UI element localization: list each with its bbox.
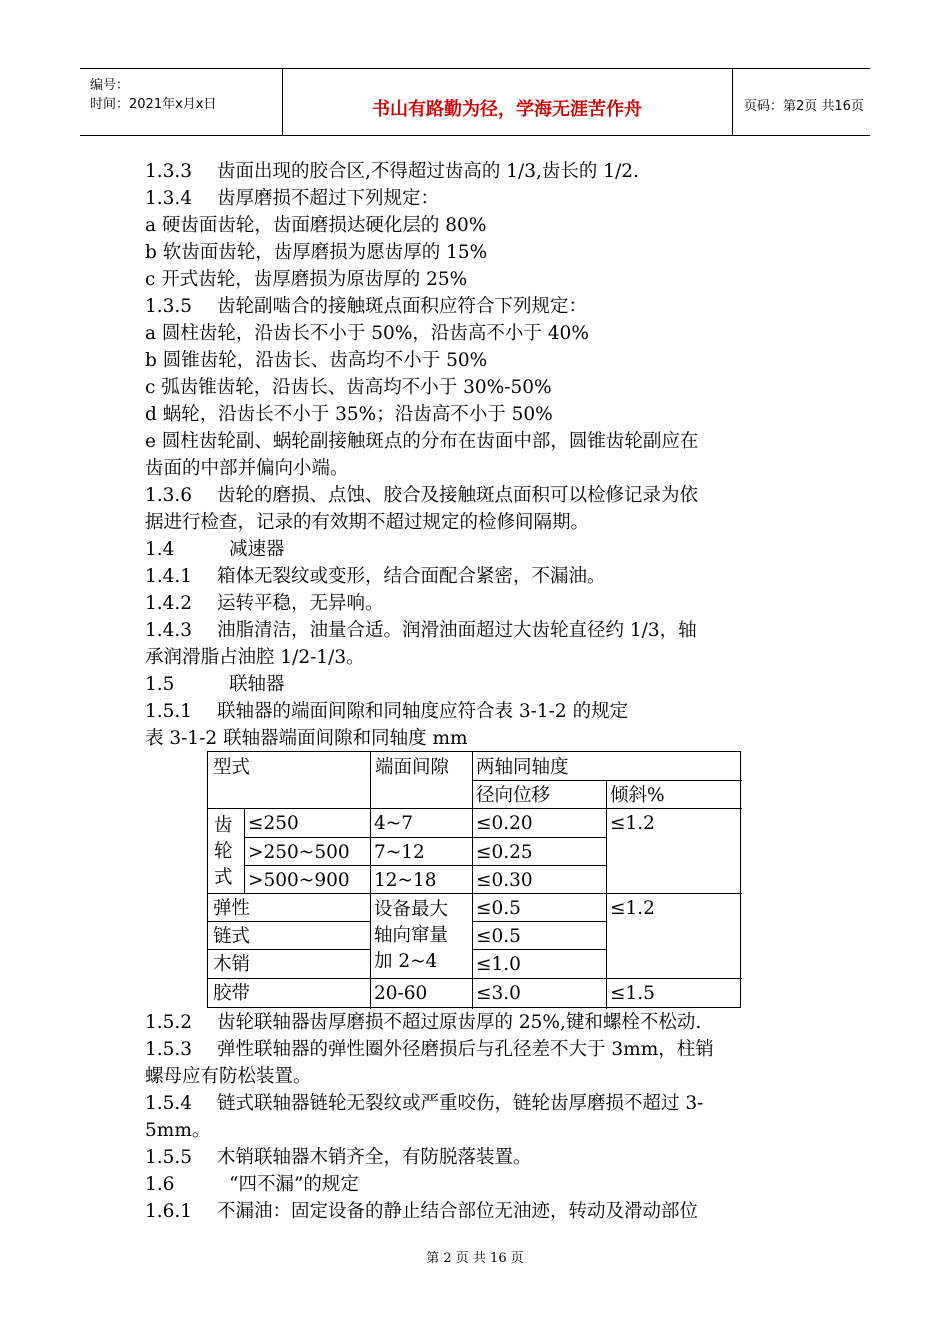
paragraph-line <box>145 1039 714 1061</box>
coupling-table <box>207 751 741 1008</box>
group-gap-line: 加 2~4 <box>374 951 438 972</box>
paragraph-line: 承润滑脂占油腔 1/2-1/3。 <box>145 647 365 668</box>
paragraph-line <box>145 188 439 210</box>
paragraph-line: a 圆柱齿轮，沿齿长不小于 50%，沿齿高不小于 40% <box>145 323 589 344</box>
gear-gap: 7~12 <box>374 842 425 863</box>
header-page-cell <box>732 69 870 135</box>
paragraph-line <box>145 1201 698 1223</box>
clause-number: 1.3.6 <box>145 485 193 506</box>
header-end-gap: 端面间隙 <box>375 757 450 778</box>
clause-number: 1.6.1 <box>145 1201 193 1222</box>
clause-text: 弹性联轴器的弹性圈外径磨损后与孔径差不大于 3mm，柱销 <box>217 1039 714 1060</box>
clause-text: 齿面出现的胶合区,不得超过齿高的 1/3,齿长的 1/2. <box>217 161 639 182</box>
gear-radial: ≤0.20 <box>476 813 533 834</box>
header-coaxiality: 两轴同轴度 <box>476 757 569 778</box>
group-gap-line: 设备最大 <box>374 899 449 920</box>
paragraph-line: c 开式齿轮，齿厚磨损为原齿厚的 25% <box>145 269 468 290</box>
clause-text: 齿厚磨损不超过下列规定： <box>217 188 440 209</box>
clause-number: 1.4.3 <box>145 620 193 641</box>
serial-label: 编号： <box>90 78 130 93</box>
clause-text: 齿轮联轴器齿厚磨损不超过原齿厚的 25%,键和螺栓不松动. <box>217 1012 702 1033</box>
paragraph-line <box>145 701 628 723</box>
paragraph-line: 5mm。 <box>145 1120 211 1141</box>
clause-number: 1.3.4 <box>145 188 193 209</box>
paragraph-line: b 软齿面齿轮，齿厚磨损为愿齿厚的 15% <box>145 242 488 263</box>
paragraph-line <box>145 1012 701 1034</box>
paragraph-line <box>145 1093 703 1115</box>
clause-number: 1.4.2 <box>145 593 193 614</box>
chain-radial: ≤0.5 <box>476 926 521 947</box>
gear-tilt: ≤1.2 <box>610 813 655 834</box>
section-heading <box>145 1174 359 1196</box>
page-info: 页码：第2页 共16页 <box>744 99 864 114</box>
gear-gap: 12~18 <box>374 870 437 891</box>
clause-text: 链式联轴器链轮无裂纹或严重咬伤，链轮齿厚磨损不超过 3- <box>217 1093 704 1114</box>
paragraph-line <box>145 161 639 183</box>
paragraph-line: e 圆柱齿轮副、蜗轮副接触斑点的分布在齿面中部，圆锥齿轮副应在 <box>145 431 699 452</box>
header-meta-cell <box>80 69 283 135</box>
type-belt: 胶带 <box>213 983 251 1004</box>
belt-tilt: ≤1.5 <box>610 983 655 1004</box>
elastic-radial: ≤0.5 <box>476 898 521 919</box>
clause-number: 1.4.1 <box>145 566 193 587</box>
clause-number: 1.5.5 <box>145 1147 193 1168</box>
page-footer: 第 2 页 共 16 页 <box>426 1251 524 1266</box>
section-title: “四不漏”的规定 <box>229 1174 359 1195</box>
gear-size: >500~900 <box>248 870 350 891</box>
section-heading <box>145 539 285 561</box>
gear-size: ≤250 <box>248 813 299 834</box>
clause-text: 联轴器的端面间隙和同轴度应符合表 3-1-2 的规定 <box>217 701 629 722</box>
section-title: 减速器 <box>229 539 285 560</box>
header-tilt: 倾斜% <box>610 785 665 806</box>
paragraph-line: 齿面的中部并偏向小端。 <box>145 458 349 479</box>
section-number: 1.5 <box>145 674 175 695</box>
clause-number: 1.5.4 <box>145 1093 193 1114</box>
paragraph-line: 螺母应有防松装置。 <box>145 1066 312 1087</box>
paragraph-line: a 硬齿面齿轮，齿面磨损达硬化层的 80% <box>145 215 487 236</box>
clause-text: 齿轮的磨损、点蚀、胶合及接触斑点面积可以检修记录为依 <box>217 485 699 506</box>
paragraph-line <box>145 485 698 507</box>
group-tilt: ≤1.2 <box>610 898 655 919</box>
clause-text: 木销联轴器木销齐全，有防脱落装置。 <box>217 1147 532 1168</box>
gear-gap: 4~7 <box>374 813 414 834</box>
clause-text: 运转平稳，无异响。 <box>217 593 384 614</box>
motto: 书山有路勤为径，学海无涯苦作舟 <box>372 99 642 120</box>
clause-number: 1.5.3 <box>145 1039 193 1060</box>
gear-label-char: 式 <box>214 867 233 888</box>
paragraph-line: b 圆锥齿轮，沿齿长、齿高均不小于 50% <box>145 350 488 371</box>
group-gap-line: 轴向窜量 <box>374 925 449 946</box>
page-header <box>80 68 870 136</box>
paragraph-line: d 蜗轮，沿齿长不小于 35%；沿齿高不小于 50% <box>145 404 553 425</box>
clause-number: 1.3.3 <box>145 161 193 182</box>
gear-radial: ≤0.30 <box>476 870 533 891</box>
clause-number: 1.5.2 <box>145 1012 193 1033</box>
gear-label-char: 齿 <box>214 815 233 836</box>
belt-radial: ≤3.0 <box>476 983 521 1004</box>
header-type: 型式 <box>213 757 251 778</box>
section-heading <box>145 674 285 696</box>
header-motto-cell <box>282 69 733 135</box>
gear-label-char: 轮 <box>214 841 233 862</box>
section-number: 1.4 <box>145 539 175 560</box>
type-elastic: 弹性 <box>213 898 251 919</box>
time-label: 时间：2021年x月x日 <box>90 97 217 112</box>
paragraph-line <box>145 566 606 588</box>
gear-size: >250~500 <box>248 842 350 863</box>
gear-radial: ≤0.25 <box>476 842 533 863</box>
clause-text: 齿轮副啮合的接触斑点面积应符合下列规定： <box>217 296 588 317</box>
wood-radial: ≤1.0 <box>476 954 521 975</box>
type-wood-pin: 木销 <box>213 954 251 975</box>
paragraph-line <box>145 1147 532 1169</box>
clause-text: 不漏油：固定设备的静止结合部位无油迹，转动及滑动部位 <box>217 1201 699 1222</box>
paragraph-line <box>145 620 697 642</box>
table-caption: 表 3-1-2 联轴器端面间隙和同轴度 mm <box>145 728 468 749</box>
clause-number: 1.5.1 <box>145 701 193 722</box>
paragraph-line <box>145 593 384 615</box>
type-chain: 链式 <box>213 926 251 947</box>
paragraph-line: c 弧齿锥齿轮，沿齿长、齿高均不小于 30%-50% <box>145 377 552 398</box>
clause-text: 箱体无裂纹或变形，结合面配合紧密，不漏油。 <box>217 566 606 587</box>
section-number: 1.6 <box>145 1174 175 1195</box>
clause-number: 1.3.5 <box>145 296 193 317</box>
clause-text: 油脂清洁，油量合适。润滑油面超过大齿轮直径约 1/3，轴 <box>217 620 697 641</box>
paragraph-line <box>145 296 587 318</box>
section-title: 联轴器 <box>229 674 285 695</box>
paragraph-line: 据进行检查，记录的有效期不超过规定的检修间隔期。 <box>145 512 590 533</box>
header-radial-offset: 径向位移 <box>476 785 551 806</box>
belt-gap: 20-60 <box>374 983 428 1004</box>
